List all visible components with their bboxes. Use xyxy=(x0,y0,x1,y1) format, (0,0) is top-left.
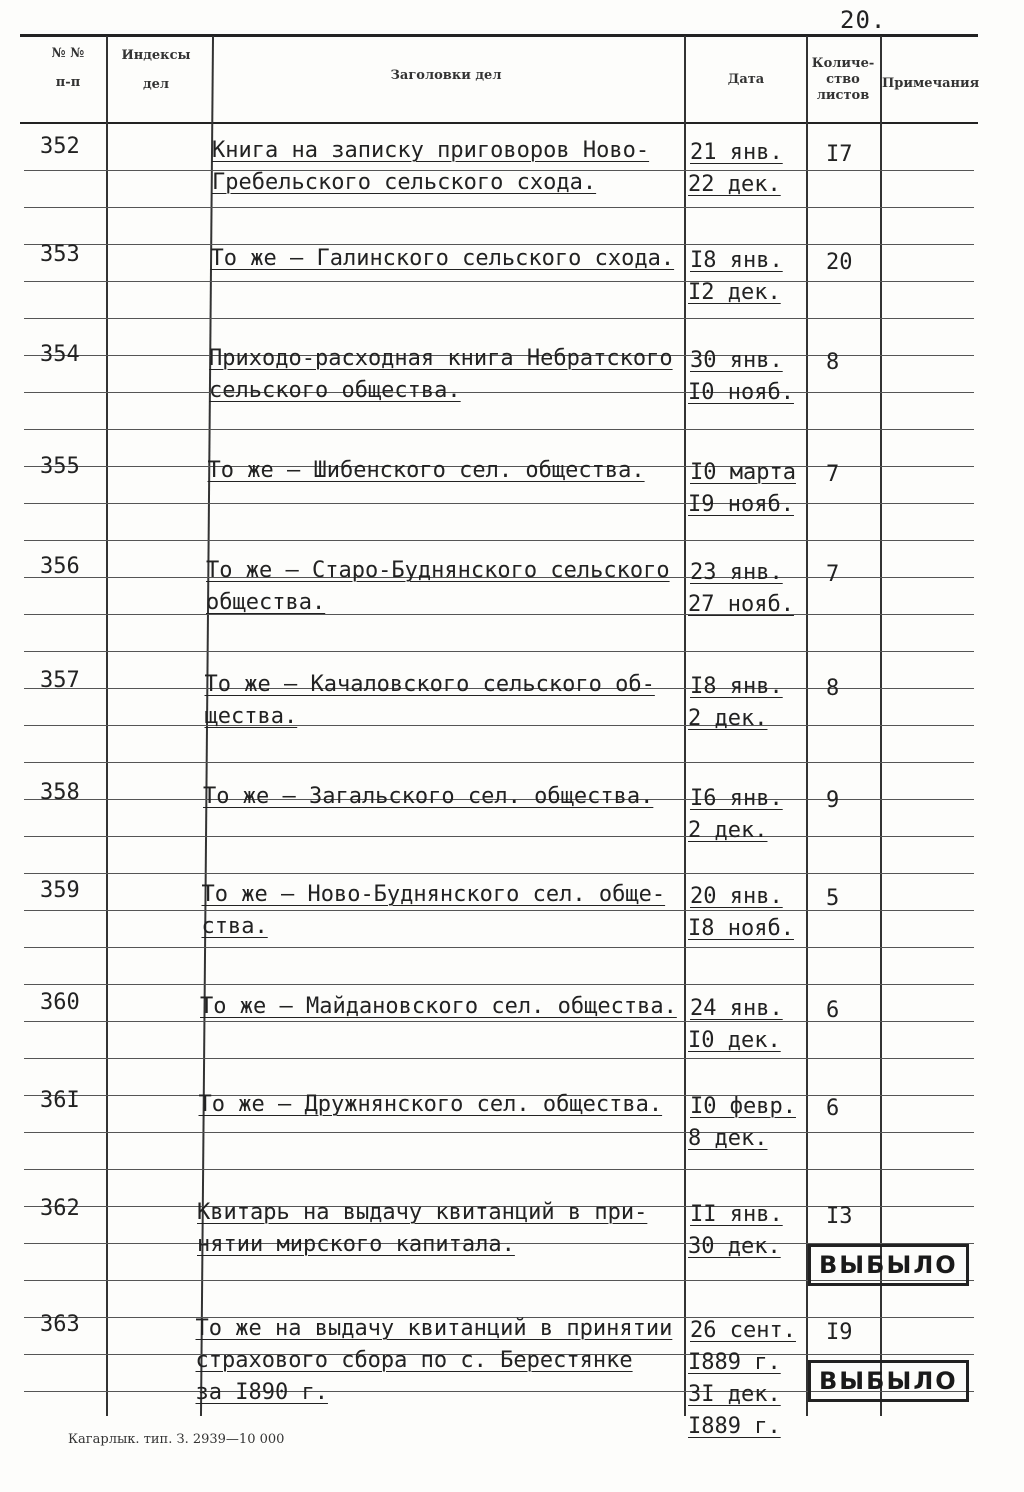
ledger-line xyxy=(24,1132,974,1133)
case-number: 356 xyxy=(40,554,80,579)
ledger-line xyxy=(24,762,974,763)
ledger-line xyxy=(24,244,974,245)
case-title-line: Квитарь на выдачу квитанций в при- xyxy=(197,1200,648,1225)
ledger-line xyxy=(24,503,974,504)
case-date: I8 янв. xyxy=(690,674,783,699)
header-date: Дата xyxy=(727,72,765,87)
case-date: I6 янв. xyxy=(690,786,783,811)
ledger-line xyxy=(24,1058,974,1059)
case-number: 352 xyxy=(40,134,80,159)
case-title-line: щества. xyxy=(204,704,298,729)
case-date: I889 г. xyxy=(688,1350,781,1375)
sheet-count: 5 xyxy=(826,886,840,911)
sheet-count: I7 xyxy=(826,142,853,167)
ledger-line xyxy=(24,1169,974,1170)
ledger-line xyxy=(24,540,974,541)
case-date: 8 дек. xyxy=(688,1126,768,1151)
case-number: 358 xyxy=(40,780,80,805)
case-title-line: То же – Старо-Буднянского сельского xyxy=(206,558,670,583)
header-notes: Примечания xyxy=(882,76,980,91)
case-title-line: Книга на записку приговоров Ново- xyxy=(212,138,650,163)
case-title-line: Гребельского сельского схода. xyxy=(212,170,597,195)
withdrawn-stamp: ВЫБЫЛО xyxy=(808,1360,969,1402)
sheet-count: 20 xyxy=(826,250,853,275)
case-title-line: То же – Качаловского сельского об- xyxy=(204,672,655,697)
case-date: 30 дек. xyxy=(688,1234,781,1259)
sheet-count: 9 xyxy=(826,788,840,813)
column-divider-1 xyxy=(106,36,108,1416)
column-divider-5 xyxy=(880,36,882,1416)
page-number: 20. xyxy=(840,6,887,34)
sheet-count: I9 xyxy=(826,1320,853,1345)
ledger-line xyxy=(24,651,974,652)
ledger-line xyxy=(24,207,974,208)
case-title-line: То же – Галинского сельского схода. xyxy=(210,246,675,271)
ledger-line xyxy=(24,725,974,726)
case-title-line: страхового сбора по с. Берестянке xyxy=(195,1348,633,1373)
ledger-line xyxy=(24,984,974,985)
case-title-line: То же на выдачу квитанций в принятии xyxy=(195,1316,673,1341)
ledger-line xyxy=(24,392,974,393)
case-number: 363 xyxy=(40,1312,80,1337)
case-number: 354 xyxy=(40,342,80,367)
case-date: 22 дек. xyxy=(688,172,781,197)
sheet-count: 7 xyxy=(826,462,840,487)
sheet-count: 8 xyxy=(826,676,840,701)
case-date: 27 нояб. xyxy=(688,592,794,617)
case-date: I8 нояб. xyxy=(688,916,794,941)
case-title-line: То же – Майдановского сел. общества. xyxy=(200,994,677,1019)
case-number: 36I xyxy=(40,1088,80,1113)
case-date: I2 дек. xyxy=(688,280,781,305)
case-date: 20 янв. xyxy=(690,884,783,909)
case-date: I0 февр. xyxy=(690,1094,796,1119)
case-date: I889 г. xyxy=(688,1414,781,1439)
printer-imprint: Кагарлык. тип. З. 2939—10 000 xyxy=(68,1432,285,1447)
case-date: I0 нояб. xyxy=(688,380,794,405)
case-number: 355 xyxy=(40,454,80,479)
case-date: 24 янв. xyxy=(690,996,783,1021)
ledger-line xyxy=(24,429,974,430)
case-title-line: нятии мирского капитала. xyxy=(197,1232,515,1257)
sheet-count: 8 xyxy=(826,350,840,375)
case-date: 30 янв. xyxy=(690,348,783,373)
case-date: I8 янв. xyxy=(690,248,783,273)
case-date: 2 дек. xyxy=(688,818,768,843)
case-number: 359 xyxy=(40,878,80,903)
case-title-line: То же – Дружнянского сел. общества. xyxy=(198,1092,663,1117)
sheet-count: 7 xyxy=(826,562,840,587)
ledger-line xyxy=(24,318,974,319)
case-title-line: То же – Ново-Буднянского сел. обще- xyxy=(201,882,666,907)
case-title-line: То же – Шибенского сел. общества. xyxy=(207,458,645,483)
column-divider-4 xyxy=(806,36,808,1416)
case-title-line: сельского общества. xyxy=(209,378,461,403)
case-date: 2 дек. xyxy=(688,706,768,731)
case-date: 23 янв. xyxy=(690,560,783,585)
case-date: I0 марта xyxy=(690,460,796,485)
header-index: Индексы дел xyxy=(121,48,191,92)
sheet-count: 6 xyxy=(826,1096,840,1121)
ledger-line xyxy=(24,281,974,282)
case-date: I0 дек. xyxy=(688,1028,781,1053)
ledger-line xyxy=(24,947,974,948)
case-number: 360 xyxy=(40,990,80,1015)
case-date: 26 сент. xyxy=(690,1318,796,1343)
header-titles: Заголовки дел xyxy=(390,68,502,83)
case-date: I9 нояб. xyxy=(688,492,794,517)
case-title-line: за I890 г. xyxy=(195,1380,328,1405)
case-number: 357 xyxy=(40,668,80,693)
case-title-line: Приходо-расходная книга Небратского xyxy=(209,346,673,371)
ledger-line xyxy=(24,873,974,874)
sheet-count: 6 xyxy=(826,998,840,1023)
case-date: II янв. xyxy=(690,1202,783,1227)
sheet-count: I3 xyxy=(826,1204,853,1229)
header-count: Количе- ство листов xyxy=(811,56,875,103)
withdrawn-stamp: ВЫБЫЛО xyxy=(808,1244,969,1286)
header-number: № № п-п xyxy=(51,46,85,90)
case-number: 362 xyxy=(40,1196,80,1221)
case-title-line: То же – Загальского сел. общества. xyxy=(203,784,654,809)
header-bottom-rule xyxy=(20,122,978,124)
top-rule xyxy=(20,34,978,37)
case-title-line: ства. xyxy=(201,914,268,939)
case-title-line: общества. xyxy=(206,590,326,615)
case-date: 21 янв. xyxy=(690,140,783,165)
case-number: 353 xyxy=(40,242,80,267)
ledger-line xyxy=(24,836,974,837)
case-date: 3I дек. xyxy=(688,1382,781,1407)
ledger-line xyxy=(24,614,974,615)
column-divider-3 xyxy=(684,36,686,1416)
